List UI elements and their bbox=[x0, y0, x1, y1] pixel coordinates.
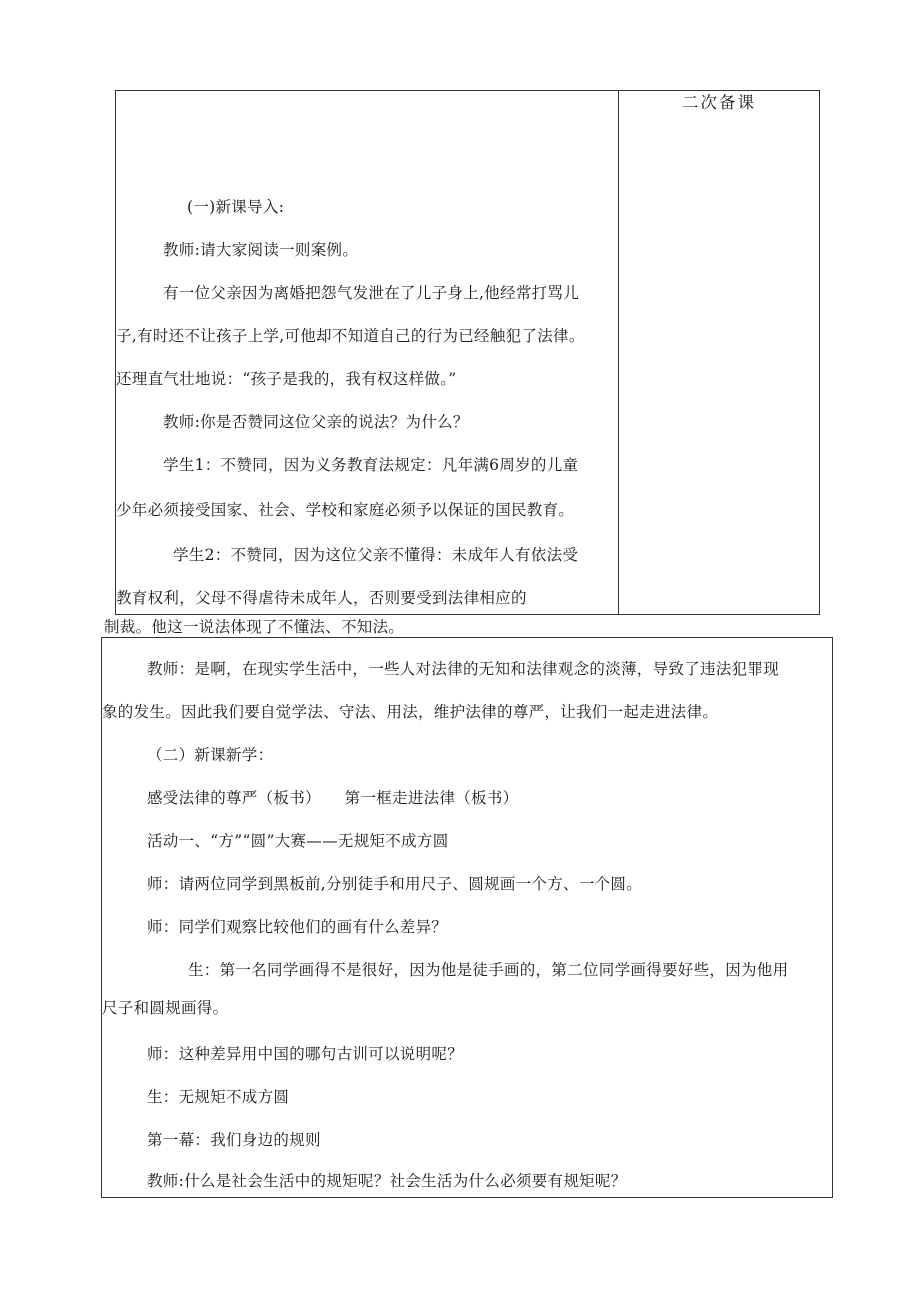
paragraph-line: 教师:请大家阅读一则案例。 bbox=[163, 241, 359, 259]
section-heading-new-lesson: （二）新课新学： bbox=[147, 746, 274, 764]
paragraph-line: 学生1：不赞同，因为义务教育法规定：凡年满6周岁的儿童 bbox=[163, 456, 579, 474]
paragraph-line: 生：无规矩不成方圆 bbox=[147, 1088, 290, 1106]
section-heading-intro: (一)新课导入: bbox=[187, 198, 285, 216]
continuation-line: 制裁。他这一说法体现了不懂法、不知法。 bbox=[104, 618, 405, 636]
paragraph-line: 生：第一名同学画得不是很好，因为他是徒手画的，第二位同学画得要好些，因为他用 bbox=[188, 961, 789, 979]
paragraph-line: 师：请两位同学到黑板前,分别徒手和用尺子、圆规画一个方、一个圆。 bbox=[147, 875, 643, 893]
paragraph-line: 师：同学们观察比较他们的画有什么差异？ bbox=[147, 918, 448, 936]
paragraph-line: 教育权利，父母不得虐待未成年人，否则要受到法律相应的 bbox=[116, 589, 527, 607]
column-divider bbox=[618, 90, 619, 615]
paragraph-line: 有一位父亲因为离婚把怨气发泄在了儿子身上,他经常打骂儿 bbox=[163, 284, 580, 302]
paragraph-line: 第一幕：我们身边的规则 bbox=[147, 1131, 321, 1149]
paragraph-line: 感受法律的尊严（板书） 第一框走进法律（板书） bbox=[147, 789, 519, 807]
lesson-plan-table-upper bbox=[115, 90, 820, 615]
paragraph-line: 子,有时还不让孩子上学,可他却不知道自己的行为已经触犯了法律。 bbox=[116, 327, 585, 345]
paragraph-line: 活动一、“方”“圆”大赛——无规矩不成方圆 bbox=[147, 832, 449, 850]
paragraph-line: 学生2：不赞同，因为这位父亲不懂得：未成年人有依法受 bbox=[173, 546, 579, 564]
paragraph-line: 象的发生。因此我们要自觉学法、守法、用法，维护法律的尊严，让我们一起走进法律。 bbox=[102, 703, 719, 721]
paragraph-line: 教师:什么是社会生活中的规矩呢？社会生活为什么必须要有规矩呢？ bbox=[147, 1172, 627, 1190]
paragraph-line: 还理直气壮地说：“孩子是我的，我有权这样做。” bbox=[116, 370, 457, 388]
paragraph-line: 尺子和圆规画得。 bbox=[102, 999, 229, 1017]
paragraph-line: 少年必须接受国家、社会、学校和家庭必须予以保证的国民教育。 bbox=[116, 501, 575, 519]
paragraph-line: 教师：是啊，在现实学生活中，一些人对法律的无知和法律观念的淡薄，导致了违法犯罪现 bbox=[147, 660, 780, 678]
paragraph-line: 教师:你是否赞同这位父亲的说法？为什么？ bbox=[163, 413, 469, 431]
second-preparation-header: 二次备课 bbox=[682, 93, 756, 112]
paragraph-line: 师：这种差异用中国的哪句古训可以说明呢？ bbox=[147, 1045, 464, 1063]
